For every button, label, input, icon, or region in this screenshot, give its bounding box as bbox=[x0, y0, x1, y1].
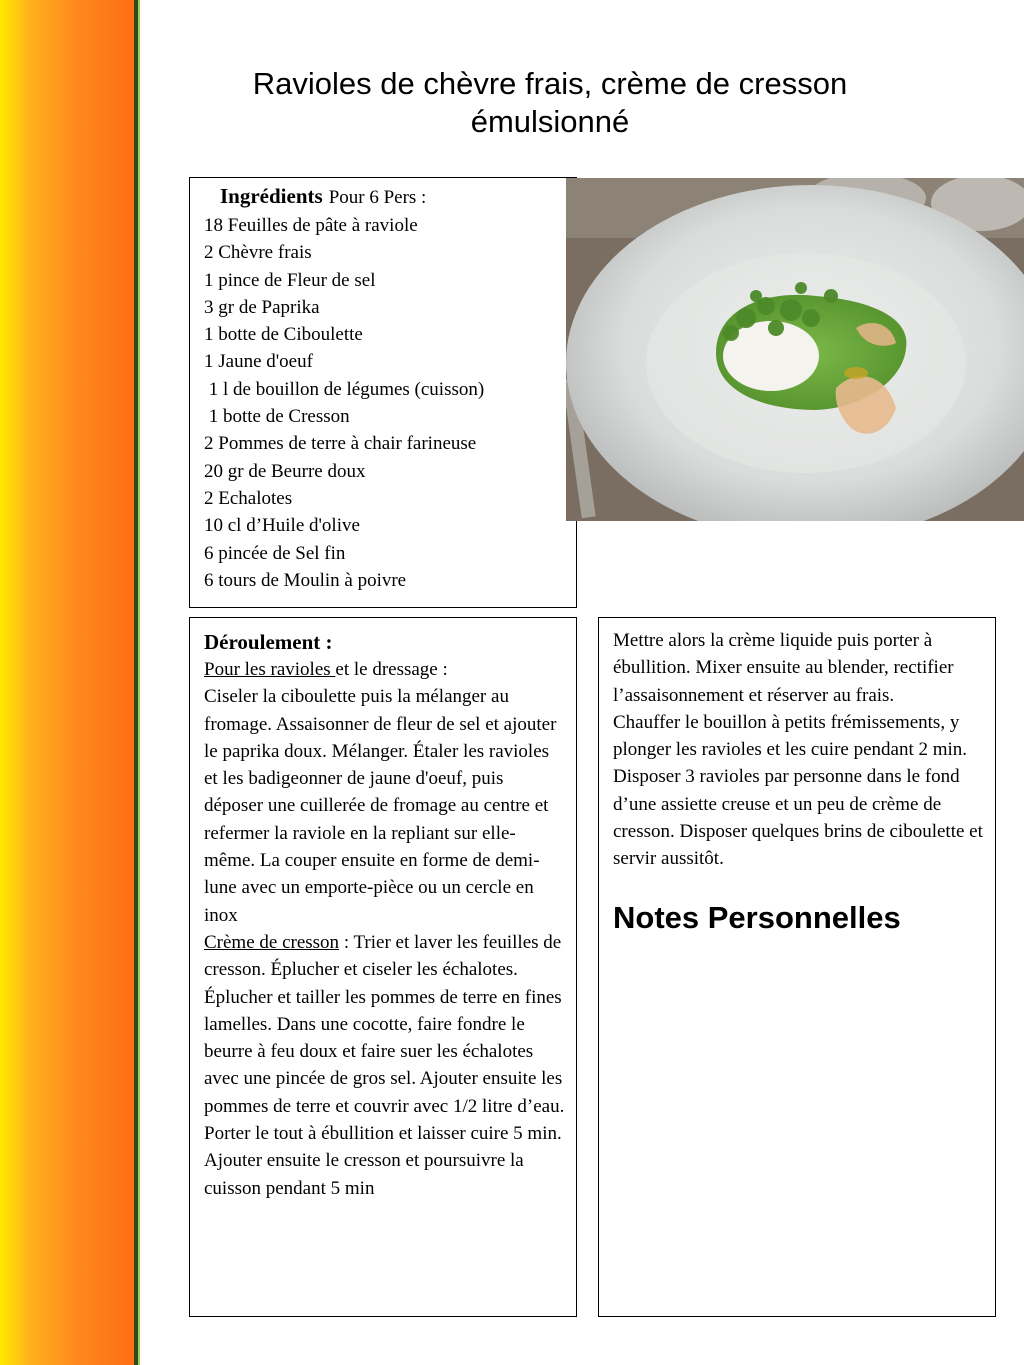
creme-text: : Trier et laver les feuilles de cresson. Éplucher et ciseler les échalotes. Éplucher et tailler les pommes de terre en fines lamelles. Dans une cocotte, faire fondre le beurre à feu doux et faire suer les échalotes avec une pincée de gros sel. Ajouter ensuite les pommes de terre et couvrir avec 1/2 litre d’eau. Porter le tout à ébullition et laisser cuire 5 min. Ajouter ensuite le cresson et poursuivre la cuisson pendant 5 min bbox=[204, 931, 565, 1199]
page-title bbox=[190, 65, 910, 141]
ingredient-item: 10 cl d’Huile d'olive bbox=[204, 515, 360, 537]
ingredient-item: 3 gr de Paprika bbox=[204, 296, 320, 318]
steps-box bbox=[189, 617, 577, 1317]
sidebar-gradient bbox=[0, 0, 134, 1365]
sidebar-divider-highlight bbox=[138, 0, 140, 1365]
ingredient-item: 6 tours de Moulin à poivre bbox=[204, 569, 407, 591]
ingredient-item: 20 gr de Beurre doux bbox=[204, 460, 366, 482]
title-line-2: émulsionné bbox=[470, 103, 630, 139]
olive-oil-drop bbox=[844, 367, 868, 379]
ingredient-item: 1 botte de Ciboulette bbox=[204, 324, 363, 346]
ingredients-list bbox=[204, 212, 576, 594]
ingredient-item: 1 Jaune d'oeuf bbox=[204, 351, 313, 373]
ravioles-paragraph bbox=[204, 656, 566, 929]
title-line-1: Ravioles de chèvre frais, crème de cresson bbox=[252, 65, 848, 101]
ingredient-item: 2 Pommes de terre à chair farineuse bbox=[204, 433, 477, 455]
ingredient-item: 6 pincée de Sel fin bbox=[204, 542, 346, 564]
ingredients-heading-row bbox=[204, 182, 576, 212]
continuation-paragraph-3: Disposer 3 ravioles par personne dans le fond d’une assiette creuse et un peu de crème de cresson. Disposer quelques brins de ciboulette et servir aussitôt. bbox=[613, 766, 983, 870]
ingredients-box bbox=[189, 177, 577, 608]
ingredient-item: 2 Echalotes bbox=[204, 487, 293, 509]
ingredient-item: 18 Feuilles de pâte à raviole bbox=[204, 215, 418, 236]
ingredient-item: 1 l de bouillon de légumes (cuisson) bbox=[204, 378, 485, 400]
servings-label: Pour 6 Pers : bbox=[328, 187, 427, 208]
continuation-paragraph-1: Mettre alors la crème liquide puis porter à ébullition. Mixer ensuite au blender, rectifier l’assaisonnement et réserver au frais. bbox=[613, 630, 954, 706]
ingredient-item: 2 Chèvre frais bbox=[204, 242, 312, 264]
dish-photo-illustration bbox=[566, 178, 1024, 521]
continuation-paragraph-2: Chauffer le bouillon à petits frémissements, y plonger les ravioles et les cuire pendant 2 min. bbox=[613, 711, 968, 761]
creme-paragraph bbox=[204, 929, 566, 1202]
ingredients-heading: Ingrédients bbox=[220, 184, 323, 208]
ingredient-item: 1 pince de Fleur de sel bbox=[204, 269, 376, 291]
ravioles-label-rest: et le dressage : bbox=[335, 659, 448, 680]
notes-heading: Notes Personnelles bbox=[613, 899, 901, 935]
continuation-box bbox=[598, 617, 996, 1317]
creme-label: Crème de cresson bbox=[204, 931, 340, 953]
steps-heading: Déroulement : bbox=[204, 630, 333, 654]
ingredient-item: 1 botte de Cresson bbox=[204, 406, 350, 428]
ravioles-label: Pour les ravioles bbox=[204, 659, 336, 680]
dish-photo bbox=[566, 178, 1024, 521]
ravioles-text: Ciseler la ciboulette puis la mélanger au fromage. Assaisonner de fleur de sel et ajouter le paprika doux. Mélanger. Étaler les ravioles et les badigeonner de jaune d'oeuf, puis déposer une cuillerée de fromage au centre et refermer la raviole en la repliant sur elle-même. La couper ensuite en forme de demi-lune avec un emporte-pièce ou un cercle en inox bbox=[204, 686, 557, 926]
